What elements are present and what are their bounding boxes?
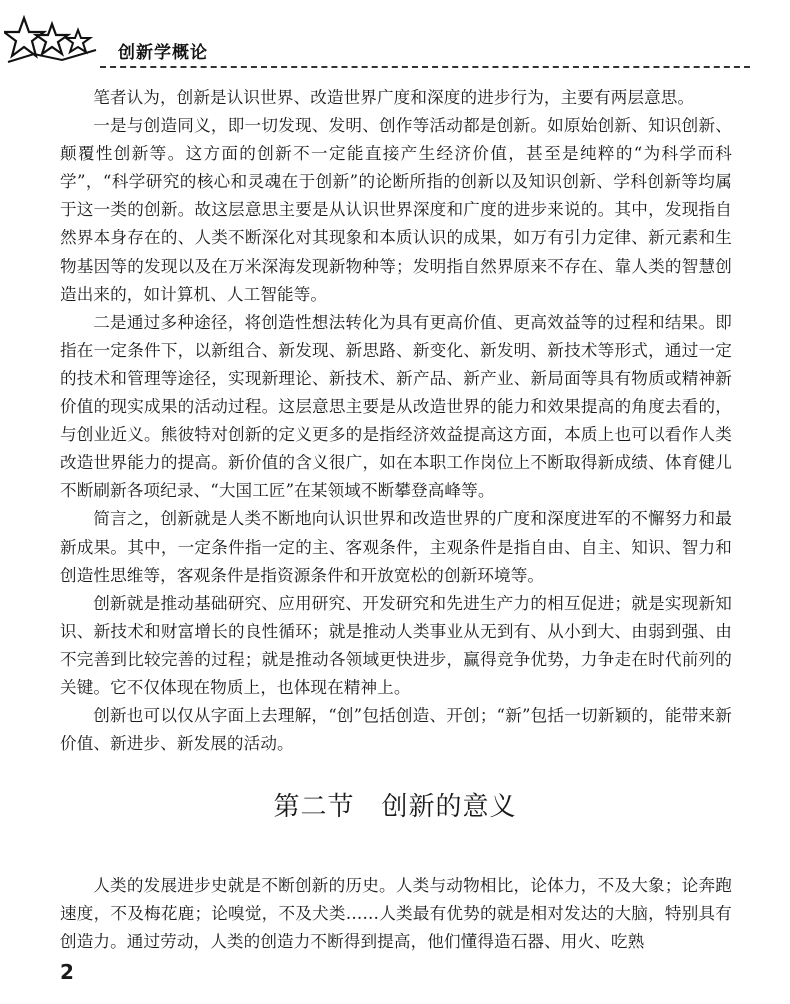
header-divider: [100, 66, 750, 68]
stars-logo-icon: [4, 14, 100, 70]
body-text: [60, 84, 732, 758]
section-heading: 第二节 创新的意义: [273, 792, 517, 822]
paragraph: 笔者认为，创新是认识世界、改造世界广度和深度的进步行为，主要有两层意思。: [93, 88, 695, 107]
header-title: 创新学概论: [118, 43, 208, 63]
paragraph: 二是通过多种途径，将创造性想法转化为具有更高价值、更高效益等的过程和结果。即指在一定条件下，以新组合、新发现、新思路、新变化、新发明、新技术等形式，通过一定的技术和管理等途径，实现新理论、新技术、新产品、新产业、新局面等具有物质或精神新价值的现实成果的活动过程。这层意思主要是从改造世界的能力和效果提高的角度去看的，与创业近义。熊彼特对创新的定义更多的是指经济效益提高这方面，本质上也可以看作人类改造世界能力的提高。新价值的含义很广，如在本职工作岗位上不断取得新成绩、体育健儿不断刷新各项纪录、“大国工匠”在某领域不断攀登高峰等。: [60, 312, 732, 501]
paragraph: 一是与创造同义，即一切发现、发明、创作等活动都是创新。如原始创新、知识创新、颠覆性创新等。这方面的创新不一定能直接产生经济价值，甚至是纯粹的“为科学而科学”，“科学研究的核心和灵魂在于创新”的论断所指的创新以及知识创新、学科创新等均属于这一类的创新。故这层意思主要是从认识世界深度和广度的进步来说的。其中，发现指自然界本身存在的、人类不断深化对其现象和本质认识的成果，如万有引力定律、新元素和生物基因等的发现以及在万米深海发现新物种等；发明指自然界原来不存在、靠人类的智慧创造出来的，如计算机、人工智能等。: [60, 116, 732, 304]
running-header: [0, 0, 790, 72]
page-number: 2: [60, 960, 74, 984]
paragraph: 人类的发展进步史就是不断创新的历史。人类与动物相比，论体力，不及大象；论奔跑速度，不及梅花鹿；论嗅觉，不及犬类……人类最有优势的就是相对发达的大脑，特别具有创造力。通过劳动，人类的创造力不断得到提高，他们懂得造石器、用火、吃熟: [60, 876, 732, 952]
paragraph: 简言之，创新就是人类不断地向认识世界和改造世界的广度和深度进军的不懈努力和最新成果。其中，一定条件指一定的主、客观条件，主观条件是指自由、自主、知识、智力和创造性思维等，客观条件是指资源条件和开放宽松的创新环境等。: [60, 509, 732, 585]
section-body-text: [60, 872, 732, 956]
paragraph: 创新就是推动基础研究、应用研究、开发研究和先进生产力的相互促进；就是实现新知识、新技术和财富增长的良性循环；就是推动人类事业从无到有、从小到大、由弱到强、由不完善到比较完善的过程；就是推动各领域更快进步，赢得竞争优势，力争走在时代前列的关键。它不仅体现在物质上，也体现在精神上。: [60, 593, 732, 697]
paragraph: 创新也可以仅从字面上去理解，“创”包括创造、开创；“新”包括一切新颖的，能带来新价值、新进步、新发展的活动。: [60, 706, 732, 754]
